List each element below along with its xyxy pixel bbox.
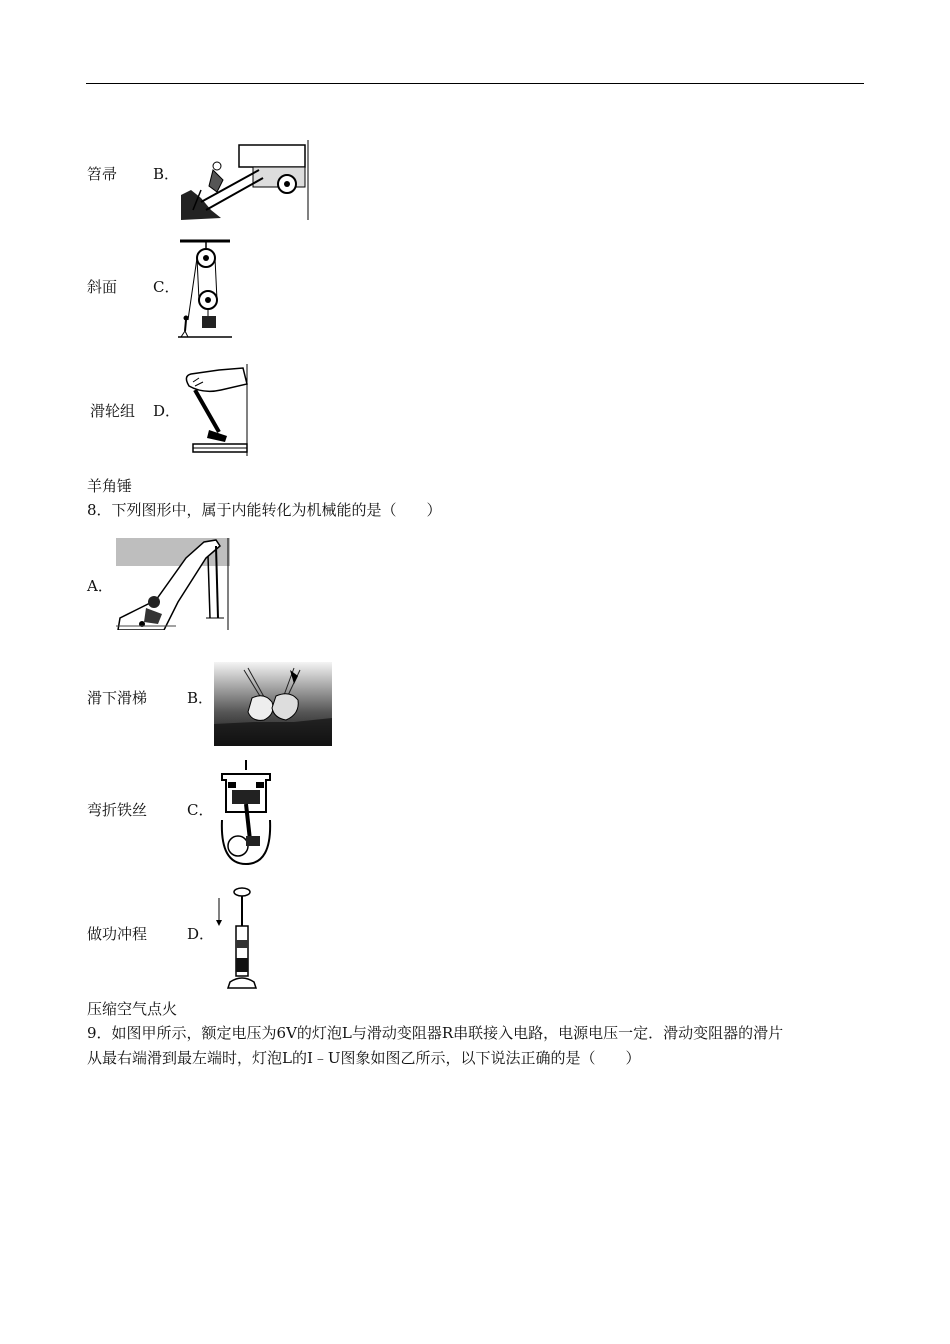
bending-wire-figure — [214, 662, 332, 746]
q8-option-d: D． — [187, 925, 215, 943]
broom-truck-figure — [181, 140, 309, 220]
q8-option-a: A． — [87, 577, 113, 595]
header-rule — [86, 83, 864, 84]
q8-option-b: B． — [187, 689, 214, 707]
q7-option-c: C． — [153, 278, 180, 296]
q8-option-c: C． — [187, 801, 214, 819]
q7-label-broom: 笤帚 — [87, 165, 118, 183]
q9-line2: 从最右端滑到最左端时，灯泡L的I﹣U图象如图乙所示，以下说法正确的是（ ） — [87, 1049, 641, 1067]
pulley-block-figure — [178, 238, 232, 338]
q9-line1: 9．如图甲所示，额定电压为6V的灯泡L与滑动变阻器R串联接入电路，电源电压一定．滑动变阻器的滑片 — [87, 1024, 784, 1042]
q8-label-wire: 弯折铁丝 — [87, 801, 148, 819]
q7-label-pulley: 滑轮组 — [90, 402, 136, 420]
q8-label-slide: 滑下滑梯 — [87, 689, 148, 707]
fire-syringe-figure — [214, 886, 262, 992]
q8-label-engine: 做功冲程 — [87, 925, 148, 943]
power-stroke-engine-figure — [216, 760, 276, 866]
q7-option-b: B． — [153, 165, 180, 183]
q8-stem: 8．下列图形中，属于内能转化为机械能的是（ ） — [87, 501, 442, 519]
slide-figure — [116, 538, 230, 630]
q7-label-incline: 斜面 — [87, 278, 118, 296]
q7-option-d: D． — [153, 402, 181, 420]
q7-last-label: 羊角锤 — [87, 477, 133, 495]
claw-hammer-figure — [181, 364, 249, 456]
q8-last-label: 压缩空气点火 — [87, 1000, 178, 1018]
